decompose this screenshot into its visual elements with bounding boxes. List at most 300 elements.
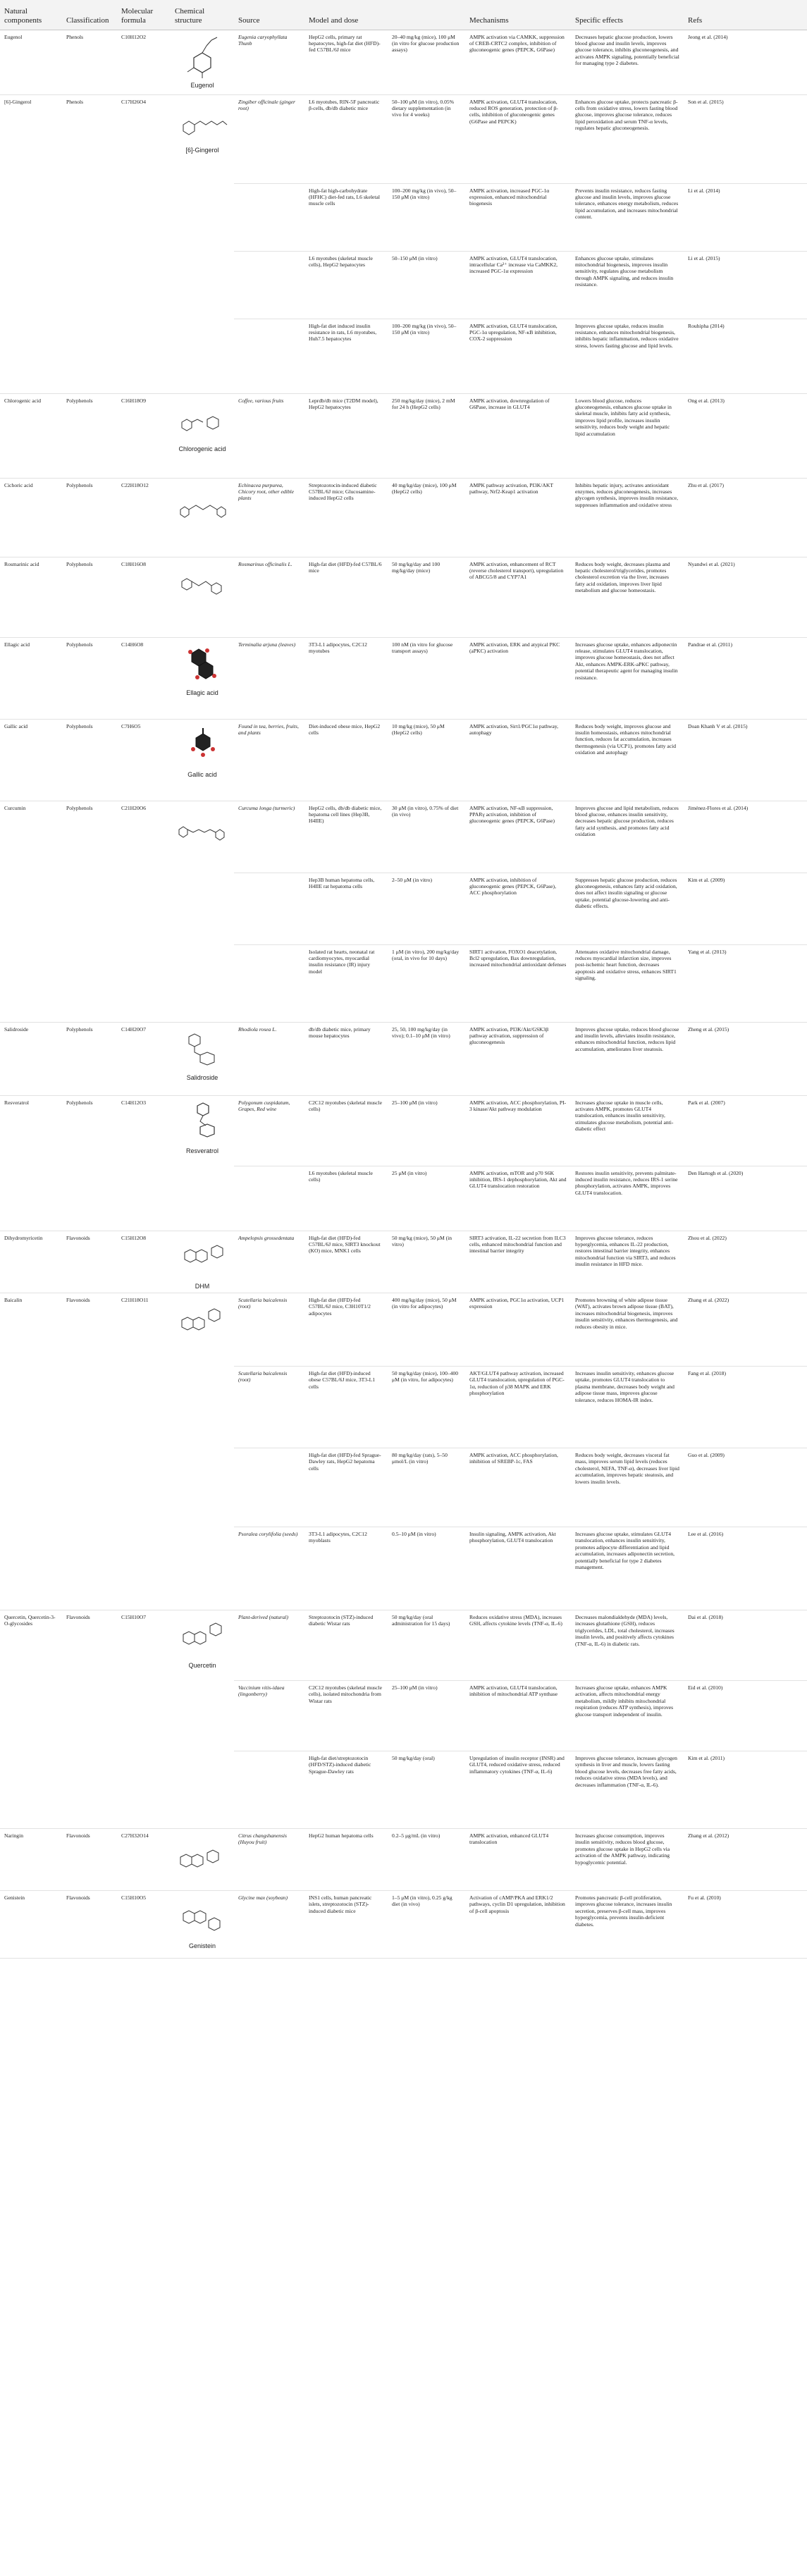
- dose-text: 20–40 mg/kg (mice), 100 μM (in vitro for glucose production assays): [392, 33, 460, 54]
- dose-cell: [388, 1448, 465, 1527]
- effect-cell: Increases insulin sensitivity, enhances glucose uptake, promotes GLUT4 translocation to plasma membrane, decreases body weight and adipose tissue mass, improves glucose tolerance, reduces HOMA-IR index.: [571, 1366, 684, 1448]
- column-header: Molecular formula: [117, 0, 171, 30]
- component-name: Rosmarinic acid: [0, 557, 62, 637]
- dose-text: 30 μM (in vitro), 0.75% of diet (in vivo): [392, 804, 459, 818]
- column-header: Model and dose: [304, 0, 465, 30]
- effect-cell: Attenuates oxidative mitochondrial damage, reduces myocardial infarction size, improves post-ischemic heart function, decreases apoptosis and oxidative stress, enhances SIRT1 signaling.: [571, 944, 684, 1022]
- dose-text: 10 mg/kg (mice), 50 μM (HepG2 cells): [392, 722, 445, 736]
- molecular-formula: C15H10O5: [117, 1890, 171, 1958]
- structure-label: Eugenol: [190, 81, 214, 89]
- model-dose-cell: [304, 637, 388, 719]
- source-cell: [234, 319, 304, 393]
- source-cell: Rosmarinus officinalis L.: [234, 557, 304, 637]
- model-text: 3T3-L1 adipocytes, C2C12 myotubes: [309, 641, 367, 654]
- mechanism-cell: AMPK activation, GLUT4 translocation, inhibition of mitochondrial ATP synthase: [465, 1680, 571, 1751]
- table-row: [0, 393, 807, 478]
- dose-cell: [388, 944, 465, 1022]
- component-name: Curcumin: [0, 801, 62, 1022]
- source-cell: Plant-derived (natural): [234, 1610, 304, 1680]
- model-text: High-fat diet (HFD)-fed C57BL/6 mice: [309, 560, 382, 574]
- dose-cell: [388, 719, 465, 801]
- dose-cell: [388, 1890, 465, 1958]
- effect-cell: Increases glucose consumption, improves insulin sensitivity, reduces blood glucose, promotes glucose uptake in HepG2 cells via activation of the AMPK pathway, indicating hypoglycemic potential.: [571, 1828, 684, 1890]
- model-text: High-fat diet (HFD)-fed Sprague-Dawley rats, HepG2 hepatoma cells: [309, 1451, 381, 1472]
- classification: Polyphenols: [62, 719, 117, 801]
- effect-cell: Suppresses hepatic glucose production, reduces gluconeogenesis, enhances fatty acid oxidation, does not affect insulin signaling or glucose uptake, potential glucose-lowering and anti-diabetic effects.: [571, 873, 684, 944]
- table-row: [0, 1022, 807, 1095]
- model-text: db/db diabetic mice, primary mouse hepatocytes: [309, 1025, 371, 1039]
- source-cell: Vaccinium vitis-idaea (lingonberry): [234, 1680, 304, 1751]
- cichoric-acid-structure-icon: [175, 481, 230, 531]
- source-cell: [234, 251, 304, 319]
- model-text: Streptozotocin (STZ)-induced diabetic Wistar rats: [309, 1613, 374, 1627]
- table-row: [0, 94, 807, 183]
- classification: Flavonoids: [62, 1828, 117, 1890]
- chemical-structure: [171, 557, 234, 637]
- effect-cell: Improves glucose uptake, reduces insulin resistance, enhances mitochondrial biogenesis, inhibits hepatic inflammation, reduces oxidative stress, lowers fasting glucose and lipid levels.: [571, 319, 684, 393]
- effect-cell: Promotes pancreatic β-cell proliferation, improves glucose tolerance, increases insulin secretion, preserves β-cell mass, improves hyperglycemia, prevents insulin-deficient diabetes.: [571, 1890, 684, 1958]
- mechanism-cell: AKT/GLUT4 pathway activation, increased GLUT4 translocation, upregulation of PGC-1α, reduction of p38 MAPK and ERK phosphorylation: [465, 1366, 571, 1448]
- column-header: Natural components: [0, 0, 62, 30]
- model-dose-cell: [304, 30, 388, 94]
- effect-cell: Reduces body weight, improves glucose and insulin homeostasis, enhances mitochondrial function, reduces fat accumulation, increases thermogenesis (via UCP1), promotes fatty acid oxidation and autophagy: [571, 719, 684, 801]
- model-dose-cell: [304, 1610, 388, 1680]
- mechanism-cell: AMPK activation, GLUT4 translocation, reduced ROS generation, protection of β-cells, inhibition of gluconeogenic genes (G6Pase and PEPCK): [465, 94, 571, 183]
- mechanism-cell: AMPK activation, PGC1α activation, UCP1 expression: [465, 1293, 571, 1366]
- structure-label: [6]-Gingerol: [185, 146, 219, 154]
- effect-cell: Restores insulin sensitivity, prevents palmitate-induced insulin resistance, reduces IRS-1 serine phosphorylation, activates AMPK, improves GLUT4 translocation.: [571, 1166, 684, 1231]
- reference-cell: Pandrae et al. (2011): [684, 637, 807, 719]
- molecular-formula: C7H6O5: [117, 719, 171, 801]
- dose-text: 1–5 μM (in vitro), 0.25 g/kg diet (in vivo): [392, 1894, 452, 1908]
- reference-cell: Jiménez-Flores et al. (2014): [684, 801, 807, 873]
- source-cell: Polygonum cuspidatum, Grapes, Red wine: [234, 1095, 304, 1166]
- effect-cell: Improves glucose uptake, reduces blood glucose and insulin levels, alleviates insulin resistance, enhances mitochondrial function, reduces lipid accumulation, ameliorates liver steatosis.: [571, 1022, 684, 1095]
- molecular-formula: C14H6O8: [117, 637, 171, 719]
- effect-cell: Reduces body weight, decreases plasma and hepatic cholesterol/triglycerides, promotes cholesterol excretion via the liver, increases fatty acid oxidation, improves liver lipid metabolism and glucose homeostasis.: [571, 557, 684, 637]
- model-text: High-fat high-carbohydrate (HFHC) diet-fed rats, L6 skeletal muscle cells: [309, 187, 381, 207]
- effect-cell: Improves glucose tolerance, reduces hyperglycemia, enhances IL-22 production, restores intestinal barrier integrity, enhances mitochondrial function via SIRT3, and reduces insulin resistance in HFD mice.: [571, 1231, 684, 1293]
- column-header: Classification: [62, 0, 117, 30]
- model-dose-cell: [304, 1828, 388, 1890]
- model-text: Leprdb/db mice (T2DM model), HepG2 hepatocytes: [309, 397, 378, 410]
- mechanism-cell: AMPK activation, NF-κB suppression, PPARγ activation, inhibition of gluconeogenic genes (PEPCK, G6Pase): [465, 801, 571, 873]
- column-header: Refs: [684, 0, 807, 30]
- molecular-formula: C21H20O6: [117, 801, 171, 1022]
- dose-text: 80 mg/kg/day (rats), 5–50 μmol/L (in vitro): [392, 1451, 448, 1465]
- dose-cell: [388, 1366, 465, 1448]
- model-text: High-fat diet/streptozotocin (HFD/STZ)-induced diabetic Sprague-Dawley rats: [309, 1754, 371, 1775]
- chemical-structure: [171, 1610, 234, 1828]
- reference-cell: Li et al. (2015): [684, 251, 807, 319]
- model-text: High-fat diet (HFD)-fed C57BL/6J mice, SIRT3 knockout (KO) mice, MNK1 cells: [309, 1234, 381, 1255]
- dose-text: 50 mg/kg (mice), 50 μM (in vitro): [392, 1234, 452, 1247]
- dose-text: 1 μM (in vitro), 200 mg/kg/day (oral, in vivo for 10 days): [392, 948, 460, 961]
- baicalin-structure-icon: [175, 1296, 230, 1345]
- reference-cell: Zhang et al. (2022): [684, 1293, 807, 1366]
- reference-cell: Doan Khanh V et al. (2015): [684, 719, 807, 801]
- chemical-structure: [171, 1890, 234, 1958]
- reference-cell: Son et al. (2015): [684, 94, 807, 183]
- dose-text: 0.5–10 μM (in vitro): [392, 1530, 436, 1537]
- model-dose-cell: [304, 1448, 388, 1527]
- model-dose-cell: [304, 251, 388, 319]
- classification: Polyphenols: [62, 1095, 117, 1231]
- effect-cell: Lowers blood glucose, reduces gluconeogenesis, enhances glucose uptake in skeletal muscle, inhibits fatty acid synthesis, improves lipid profile, increases insulin sensitivity, reduces body weight and hepatic lipid accumulation: [571, 393, 684, 478]
- dose-cell: [388, 637, 465, 719]
- molecular-formula: C16H18O9: [117, 393, 171, 478]
- table-row: [0, 1231, 807, 1293]
- molecular-formula: C27H32O14: [117, 1828, 171, 1890]
- source-cell: [234, 873, 304, 944]
- model-dose-cell: [304, 1095, 388, 1166]
- effect-cell: Improves glucose tolerance, increases glycogen synthesis in liver and muscle, lowers fasting blood glucose levels, decreases free fatty acids, reduces oxidative stress (MDA levels), and decreases inflammation (TNF-α, IL-6).: [571, 1751, 684, 1828]
- mechanism-cell: Insulin signaling, AMPK activation, Akt phosphorylation, GLUT4 translocation: [465, 1527, 571, 1610]
- source-cell: Glycine max (soybean): [234, 1890, 304, 1958]
- header-row: [0, 0, 807, 30]
- chemical-structure: [171, 801, 234, 1022]
- mechanism-cell: SIRT3 activation, IL-22 secretion from ILC3 cells, enhanced mitochondrial function and intestinal barrier integrity: [465, 1231, 571, 1293]
- dose-cell: [388, 1610, 465, 1680]
- reference-cell: Park et al. (2007): [684, 1095, 807, 1166]
- dose-cell: [388, 1095, 465, 1166]
- dose-text: 100–200 mg/kg (in vivo), 50–150 μM (in vitro): [392, 187, 457, 200]
- model-dose-cell: [304, 1166, 388, 1231]
- dose-cell: [388, 319, 465, 393]
- salidroside-structure-icon: [175, 1025, 230, 1075]
- model-text: Isolated rat hearts, neonatal rat cardiomyocytes, myocardial insulin resistance (IR) injury model: [309, 948, 375, 975]
- classification: Flavonoids: [62, 1610, 117, 1828]
- rosmarinic-acid-structure-icon: [175, 560, 230, 610]
- molecular-formula: C17H26O4: [117, 94, 171, 393]
- structure-label: Chlorogenic acid: [178, 445, 226, 452]
- model-dose-cell: [304, 1527, 388, 1610]
- quercetin-structure-icon: [175, 1613, 230, 1663]
- model-text: HepG2 human hepatoma cells: [309, 1832, 374, 1839]
- chemical-structure: [171, 1293, 234, 1610]
- resveratrol-structure-icon: [175, 1099, 230, 1148]
- effect-cell: Inhibits hepatic injury, activates antioxidant enzymes, reduces gluconeogenesis, increases glycogen synthesis, improves insulin resistance, suppresses inflammation and oxidative stress: [571, 478, 684, 557]
- component-name: Genistein: [0, 1890, 62, 1958]
- model-dose-cell: [304, 1890, 388, 1958]
- molecular-formula: C10H12O2: [117, 30, 171, 94]
- molecular-formula: C15H12O8: [117, 1231, 171, 1293]
- component-name: Baicalin: [0, 1293, 62, 1610]
- reference-cell: Den Hartogh et al. (2020): [684, 1166, 807, 1231]
- gingerol-structure-icon: [175, 98, 230, 147]
- model-text: C2C12 myotubes (skeletal muscle cells), isolated mitochondria from Wistar rats: [309, 1684, 382, 1704]
- dose-cell: [388, 557, 465, 637]
- mechanism-cell: AMPK activation, mTOR and p70 S6K inhibition, IRS-1 dephosphorylation, Akt and GLUT4 translocation restoration: [465, 1166, 571, 1231]
- mechanism-cell: AMPK activation, GLUT4 translocation, intracellular Ca²⁺ increase via CaMKK2, increased PGC-1α expression: [465, 251, 571, 319]
- effect-cell: Increases glucose uptake, enhances adiponectin release, stimulates GLUT4 translocation, improves glucose homeostasis, does not affect Akt, enhances AMPK-ERK-aPKC pathway, potential therapeutic agent for managing insulin resistance.: [571, 637, 684, 719]
- dose-text: 50 mg/kg/day (oral): [392, 1754, 435, 1761]
- reference-cell: Zhang et al. (2012): [684, 1828, 807, 1890]
- mechanism-cell: AMPK activation, ERK and atypical PKC (aPKC) activation: [465, 637, 571, 719]
- mechanism-cell: AMPK activation, ACC phosphorylation, PI-3 kinase/Akt pathway modulation: [465, 1095, 571, 1166]
- dose-text: 40 mg/kg/day (mice), 100 μM (HepG2 cells): [392, 481, 457, 495]
- structure-label: Gallic acid: [187, 770, 217, 778]
- mechanism-cell: AMPK activation via CAMKK, suppression of CREB-CRTC2 complex, inhibition of gluconeogenic genes (PEPCK, G6Pase): [465, 30, 571, 94]
- mechanism-cell: AMPK activation, enhancement of RCT (reverse cholesterol transport), upregulation of ABCG5/8 and CYP7A1: [465, 557, 571, 637]
- model-text: HepG2 cells, db/db diabetic mice, hepatoma cell lines (Hep3B, H4IIE): [309, 804, 382, 825]
- classification: Polyphenols: [62, 393, 117, 478]
- column-header: Mechanisms: [465, 0, 571, 30]
- source-cell: [234, 1448, 304, 1527]
- component-name: Resveratrol: [0, 1095, 62, 1231]
- model-dose-cell: [304, 393, 388, 478]
- model-dose-cell: [304, 319, 388, 393]
- reference-cell: Fu et al. (2010): [684, 1890, 807, 1958]
- source-cell: Psoralea corylifolia (seeds): [234, 1527, 304, 1610]
- mechanism-cell: AMPK activation, enhanced GLUT4 translocation: [465, 1828, 571, 1890]
- dose-text: 250 mg/kg/day (mice), 2 mM for 24 h (HepG2 cells): [392, 397, 455, 410]
- dose-cell: [388, 1166, 465, 1231]
- component-name: Quercetin, Quercetin-3-O-glycosides: [0, 1610, 62, 1828]
- column-header: Specific effects: [571, 0, 684, 30]
- component-name: Gallic acid: [0, 719, 62, 801]
- source-cell: Scutellaria baicalensis (root): [234, 1366, 304, 1448]
- source-cell: Found in tea, berries, fruits, and plants: [234, 719, 304, 801]
- dose-cell: [388, 94, 465, 183]
- classification: Polyphenols: [62, 801, 117, 1022]
- source-cell: Curcuma longa (turmeric): [234, 801, 304, 873]
- gallic-acid-structure-icon: [175, 722, 230, 772]
- mechanism-cell: Reduces oxidative stress (MDA), increases GSH, affects cytokine levels (TNF-α, IL-6): [465, 1610, 571, 1680]
- classification: Polyphenols: [62, 1022, 117, 1095]
- source-cell: Echinacea purpurea, Chicory root, other edible plants: [234, 478, 304, 557]
- reference-cell: Guo et al. (2009): [684, 1448, 807, 1527]
- dose-text: 25–100 μM (in vitro): [392, 1684, 438, 1691]
- classification: Flavonoids: [62, 1293, 117, 1610]
- source-cell: [234, 183, 304, 251]
- dose-text: 50–150 μM (in vitro): [392, 254, 438, 261]
- component-name: [6]-Gingerol: [0, 94, 62, 393]
- dose-text: 100 nM (in vitro for glucose transport assays): [392, 641, 453, 654]
- mechanism-cell: AMPK activation, Sirt1/PGC1α pathway, autophagy: [465, 719, 571, 801]
- dose-text: 400 mg/kg/day (mice), 50 μM (in vitro for adipocytes): [392, 1296, 457, 1310]
- model-dose-cell: [304, 1231, 388, 1293]
- model-dose-cell: [304, 1293, 388, 1366]
- model-text: High-fat diet (HFD)-fed C57BL/6J mice, C3H10T1/2 adipocytes: [309, 1296, 371, 1317]
- table-row: [0, 478, 807, 557]
- classification: Flavonoids: [62, 1231, 117, 1293]
- table-row: [0, 1095, 807, 1166]
- model-dose-cell: [304, 183, 388, 251]
- effect-cell: Increases glucose uptake, enhances AMPK activation, affects mitochondrial energy metabolism, mildly inhibits mitochondrial respiration (reduces ATP synthesis), improves glucose transport independent of insulin.: [571, 1680, 684, 1751]
- reference-cell: Kim et al. (2009): [684, 873, 807, 944]
- classification: Polyphenols: [62, 557, 117, 637]
- reference-cell: Nyandwi et al. (2021): [684, 557, 807, 637]
- effect-cell: Increases glucose uptake, stimulates GLUT4 translocation, enhances insulin sensitivity, promotes adipocyte differentiation and lipid accumulation, increases adiponectin secretion, potentially beneficial for type 2 diabetes management.: [571, 1527, 684, 1610]
- reference-cell: Eid et al. (2010): [684, 1680, 807, 1751]
- mechanism-cell: Activation of cAMP/PKA and ERK1/2 pathways, cyclin D1 upregulation, inhibition of β-cell apoptosis: [465, 1890, 571, 1958]
- molecular-formula: C21H18O11: [117, 1293, 171, 1610]
- component-name: Salidroside: [0, 1022, 62, 1095]
- component-name: Naringin: [0, 1828, 62, 1890]
- column-header: Source: [234, 0, 304, 30]
- component-name: Dihydromyricetin: [0, 1231, 62, 1293]
- model-dose-cell: [304, 557, 388, 637]
- classification: Polyphenols: [62, 478, 117, 557]
- structure-label: Quercetin: [188, 1661, 216, 1669]
- molecular-formula: C15H10O7: [117, 1610, 171, 1828]
- molecular-formula: C18H16O8: [117, 557, 171, 637]
- effect-cell: Improves glucose and lipid metabolism, reduces blood glucose, enhances insulin sensitivity, decreases hepatic glucose production, reduces fatty acid synthesis, and promotes fatty acid oxidation: [571, 801, 684, 873]
- chlorogenic-acid-structure-icon: [175, 397, 230, 446]
- eugenol-structure-icon: [175, 33, 230, 82]
- source-cell: Rhodiola rosea L.: [234, 1022, 304, 1095]
- dose-cell: [388, 1231, 465, 1293]
- structure-label: Salidroside: [186, 1073, 218, 1081]
- model-dose-cell: [304, 94, 388, 183]
- chemical-structure: [171, 94, 234, 393]
- effect-cell: Prevents insulin resistance, reduces fasting glucose and insulin levels, improves glucose tolerance, enhances energy metabolism, reduces lipid accumulation, and increases mitochondrial content.: [571, 183, 684, 251]
- chemical-structure: [171, 719, 234, 801]
- dose-cell: [388, 1828, 465, 1890]
- reference-cell: Lee et al. (2016): [684, 1527, 807, 1610]
- dose-cell: [388, 1293, 465, 1366]
- table-row: [0, 557, 807, 637]
- model-text: L6 myotubes (skeletal muscle cells): [309, 1169, 373, 1183]
- model-dose-cell: [304, 1022, 388, 1095]
- dose-text: 50 mg/kg/day (oral administration for 15 days): [392, 1613, 450, 1627]
- mechanism-cell: AMPK activation, inhibition of gluconeogenic genes (PEPCK, G6Pase), ACC phosphorylation: [465, 873, 571, 944]
- reference-cell: Kim et al. (2011): [684, 1751, 807, 1828]
- source-cell: Citrus changshanensis (Huyou fruit): [234, 1828, 304, 1890]
- dose-text: 50–100 μM (in vitro), 0.05% dietary supplementation (in vivo for 4 weeks): [392, 98, 455, 118]
- dose-cell: [388, 801, 465, 873]
- model-dose-cell: [304, 1751, 388, 1828]
- curcumin-structure-icon: [175, 804, 230, 853]
- molecular-formula: C14H12O3: [117, 1095, 171, 1231]
- structure-label: Resveratrol: [185, 1147, 218, 1154]
- source-cell: Ampelopsis grossedentata: [234, 1231, 304, 1293]
- dose-text: 0.2–5 μg/mL (in vitro): [392, 1832, 441, 1839]
- reference-cell: Fang et al. (2018): [684, 1366, 807, 1448]
- mechanism-cell: AMPK activation, GLUT4 translocation, PGC-1α upregulation, NF-κB inhibition, COX-2 suppression: [465, 319, 571, 393]
- chemical-structure: [171, 393, 234, 478]
- classification: Polyphenols: [62, 637, 117, 719]
- chemical-structure: [171, 1095, 234, 1231]
- dose-cell: [388, 251, 465, 319]
- reference-cell: Zhou et al. (2022): [684, 1231, 807, 1293]
- table-row: [0, 719, 807, 801]
- source-cell: Zingiber officinale (ginger root): [234, 94, 304, 183]
- reference-cell: Zhu et al. (2017): [684, 478, 807, 557]
- model-dose-cell: [304, 478, 388, 557]
- model-dose-cell: [304, 944, 388, 1022]
- dose-cell: [388, 1751, 465, 1828]
- source-cell: Scutellaria baicalensis (root): [234, 1293, 304, 1366]
- genistein-structure-icon: [175, 1894, 230, 1943]
- model-text: L6 myotubes, RIN-5F pancreatic β-cells, db/db diabetic mice: [309, 98, 380, 111]
- chemical-structure: [171, 637, 234, 719]
- model-text: Diet-induced obese mice, HepG2 cells: [309, 722, 381, 736]
- reference-cell: Dai et al. (2018): [684, 1610, 807, 1680]
- classification: Phenols: [62, 94, 117, 393]
- naringin-structure-icon: [175, 1832, 230, 1881]
- chemical-structure: [171, 1231, 234, 1293]
- source-cell: Coffee, various fruits: [234, 393, 304, 478]
- dose-text: 50 mg/kg/day (mice), 100–400 μM (in vitro, for adipocytes): [392, 1369, 459, 1383]
- molecular-formula: C22H18O12: [117, 478, 171, 557]
- mechanism-cell: Upregulation of insulin receptor (INSR) and GLUT4, reduced oxidative stress, reduced inflammatory cytokines (TNF-α, IL-6): [465, 1751, 571, 1828]
- effect-cell: Decreases malondialdehyde (MDA) levels, increases glutathione (GSH), reduces triglycerides, LDL, total cholesterol, increases insulin levels, and positively affects cytokines (TNF-α, IL-6) in diabetic rats.: [571, 1610, 684, 1680]
- molecular-formula: C14H20O7: [117, 1022, 171, 1095]
- model-text: Streptozotocin-induced diabetic C57BL/6J mice; Glucosamine-induced HepG2 cells: [309, 481, 377, 502]
- dose-cell: [388, 1680, 465, 1751]
- reference-cell: Rouhipha (2014): [684, 319, 807, 393]
- dose-cell: [388, 393, 465, 478]
- source-cell: Terminalia arjuna (leaves): [234, 637, 304, 719]
- model-dose-cell: [304, 801, 388, 873]
- effect-cell: Reduces body weight, decreases visceral fat mass, improves serum lipid levels (reduces cholesterol, NEFA, TNF-α), decreases liver lipid accumulation, improves hepatic steatosis, and lowers insulin levels.: [571, 1448, 684, 1527]
- reference-cell: Yang et al. (2013): [684, 944, 807, 1022]
- mechanism-cell: SIRT1 activation, FOXO1 deacetylation, Bcl2 upregulation, Bax downregulation, increased mitochondrial antioxidant defenses: [465, 944, 571, 1022]
- mechanism-cell: AMPK activation, PI3K/Akt/GSK3β pathway activation, suppression of gluconeogenesis: [465, 1022, 571, 1095]
- structure-label: Ellagic acid: [186, 689, 218, 696]
- effect-cell: Increases glucose uptake in muscle cells, activates AMPK, promotes GLUT4 translocation, enhances insulin sensitivity, stimulates glucose metabolism, potential anti-diabetic effect: [571, 1095, 684, 1166]
- source-cell: [234, 1166, 304, 1231]
- dose-cell: [388, 873, 465, 944]
- model-text: C2C12 myotubes (skeletal muscle cells): [309, 1099, 382, 1112]
- dose-cell: [388, 1022, 465, 1095]
- ellagic-acid-structure-icon: [175, 641, 230, 690]
- dose-text: 25–100 μM (in vitro): [392, 1099, 438, 1106]
- model-text: L6 myotubes (skeletal muscle cells), HepG2 hepatocytes: [309, 254, 373, 268]
- mechanism-cell: AMPK activation, downregulation of G6Pase, increase in GLUT4: [465, 393, 571, 478]
- component-name: Cichoric acid: [0, 478, 62, 557]
- table-row: [0, 1890, 807, 1958]
- chemical-structure: [171, 1022, 234, 1095]
- component-name: Chlorogenic acid: [0, 393, 62, 478]
- model-dose-cell: [304, 719, 388, 801]
- dihydromyricetin-structure-icon: [175, 1234, 230, 1283]
- table-row: [0, 1828, 807, 1890]
- dose-text: 100–200 mg/kg (in vivo), 50–150 μM (in vitro): [392, 322, 457, 335]
- mechanism-cell: AMPK pathway activation, PI3K/AKT pathway, Nrf2-Keap1 activation: [465, 478, 571, 557]
- model-text: High-fat diet (HFD)-induced obese C57BL/6J mice, 3T3-L1 cells: [309, 1369, 376, 1390]
- dose-cell: [388, 183, 465, 251]
- mechanism-cell: AMPK activation, increased PGC-1α expression, enhanced mitochondrial biogenesis: [465, 183, 571, 251]
- reference-cell: Zheng et al. (2015): [684, 1022, 807, 1095]
- source-cell: [234, 1751, 304, 1828]
- component-name: Ellagic acid: [0, 637, 62, 719]
- dose-cell: [388, 478, 465, 557]
- model-text: 3T3-L1 adipocytes, C2C12 myoblasts: [309, 1530, 367, 1544]
- dose-cell: [388, 30, 465, 94]
- model-text: High-fat diet induced insulin resistance in rats, L6 myotubes, Huh7.5 hepatocytes: [309, 322, 377, 343]
- model-dose-cell: [304, 1366, 388, 1448]
- source-cell: Eugenia caryophyllata Thunb: [234, 30, 304, 94]
- effect-cell: Promotes browning of white adipose tissue (WAT), activates brown adipose tissue (BAT), increases mitochondrial biogenesis, improves insulin sensitivity, enhances thermogenesis, and reduces obesity in mice.: [571, 1293, 684, 1366]
- model-text: HepG2 cells, primary rat hepatocytes, high-fat diet (HFD)-fed C57BL/6J mice: [309, 33, 381, 54]
- model-dose-cell: [304, 1680, 388, 1751]
- dose-text: 25 μM (in vitro): [392, 1169, 427, 1176]
- column-header: Chemical structure: [171, 0, 234, 30]
- structure-label: Genistein: [188, 1942, 216, 1949]
- reference-cell: Li et al. (2014): [684, 183, 807, 251]
- classification: Phenols: [62, 30, 117, 94]
- effect-cell: Decreases hepatic glucose production, lowers blood glucose and insulin levels, improves glucose tolerance, inhibits gluconeogenesis, and activates AMPK signaling, potentially beneficial for managing type 2 diabetes.: [571, 30, 684, 94]
- table-row: [0, 801, 807, 873]
- chemical-structure: [171, 1828, 234, 1890]
- table-row: [0, 1610, 807, 1680]
- reference-cell: Jeong et al. (2014): [684, 30, 807, 94]
- component-name: Eugenol: [0, 30, 62, 94]
- table-row: [0, 637, 807, 719]
